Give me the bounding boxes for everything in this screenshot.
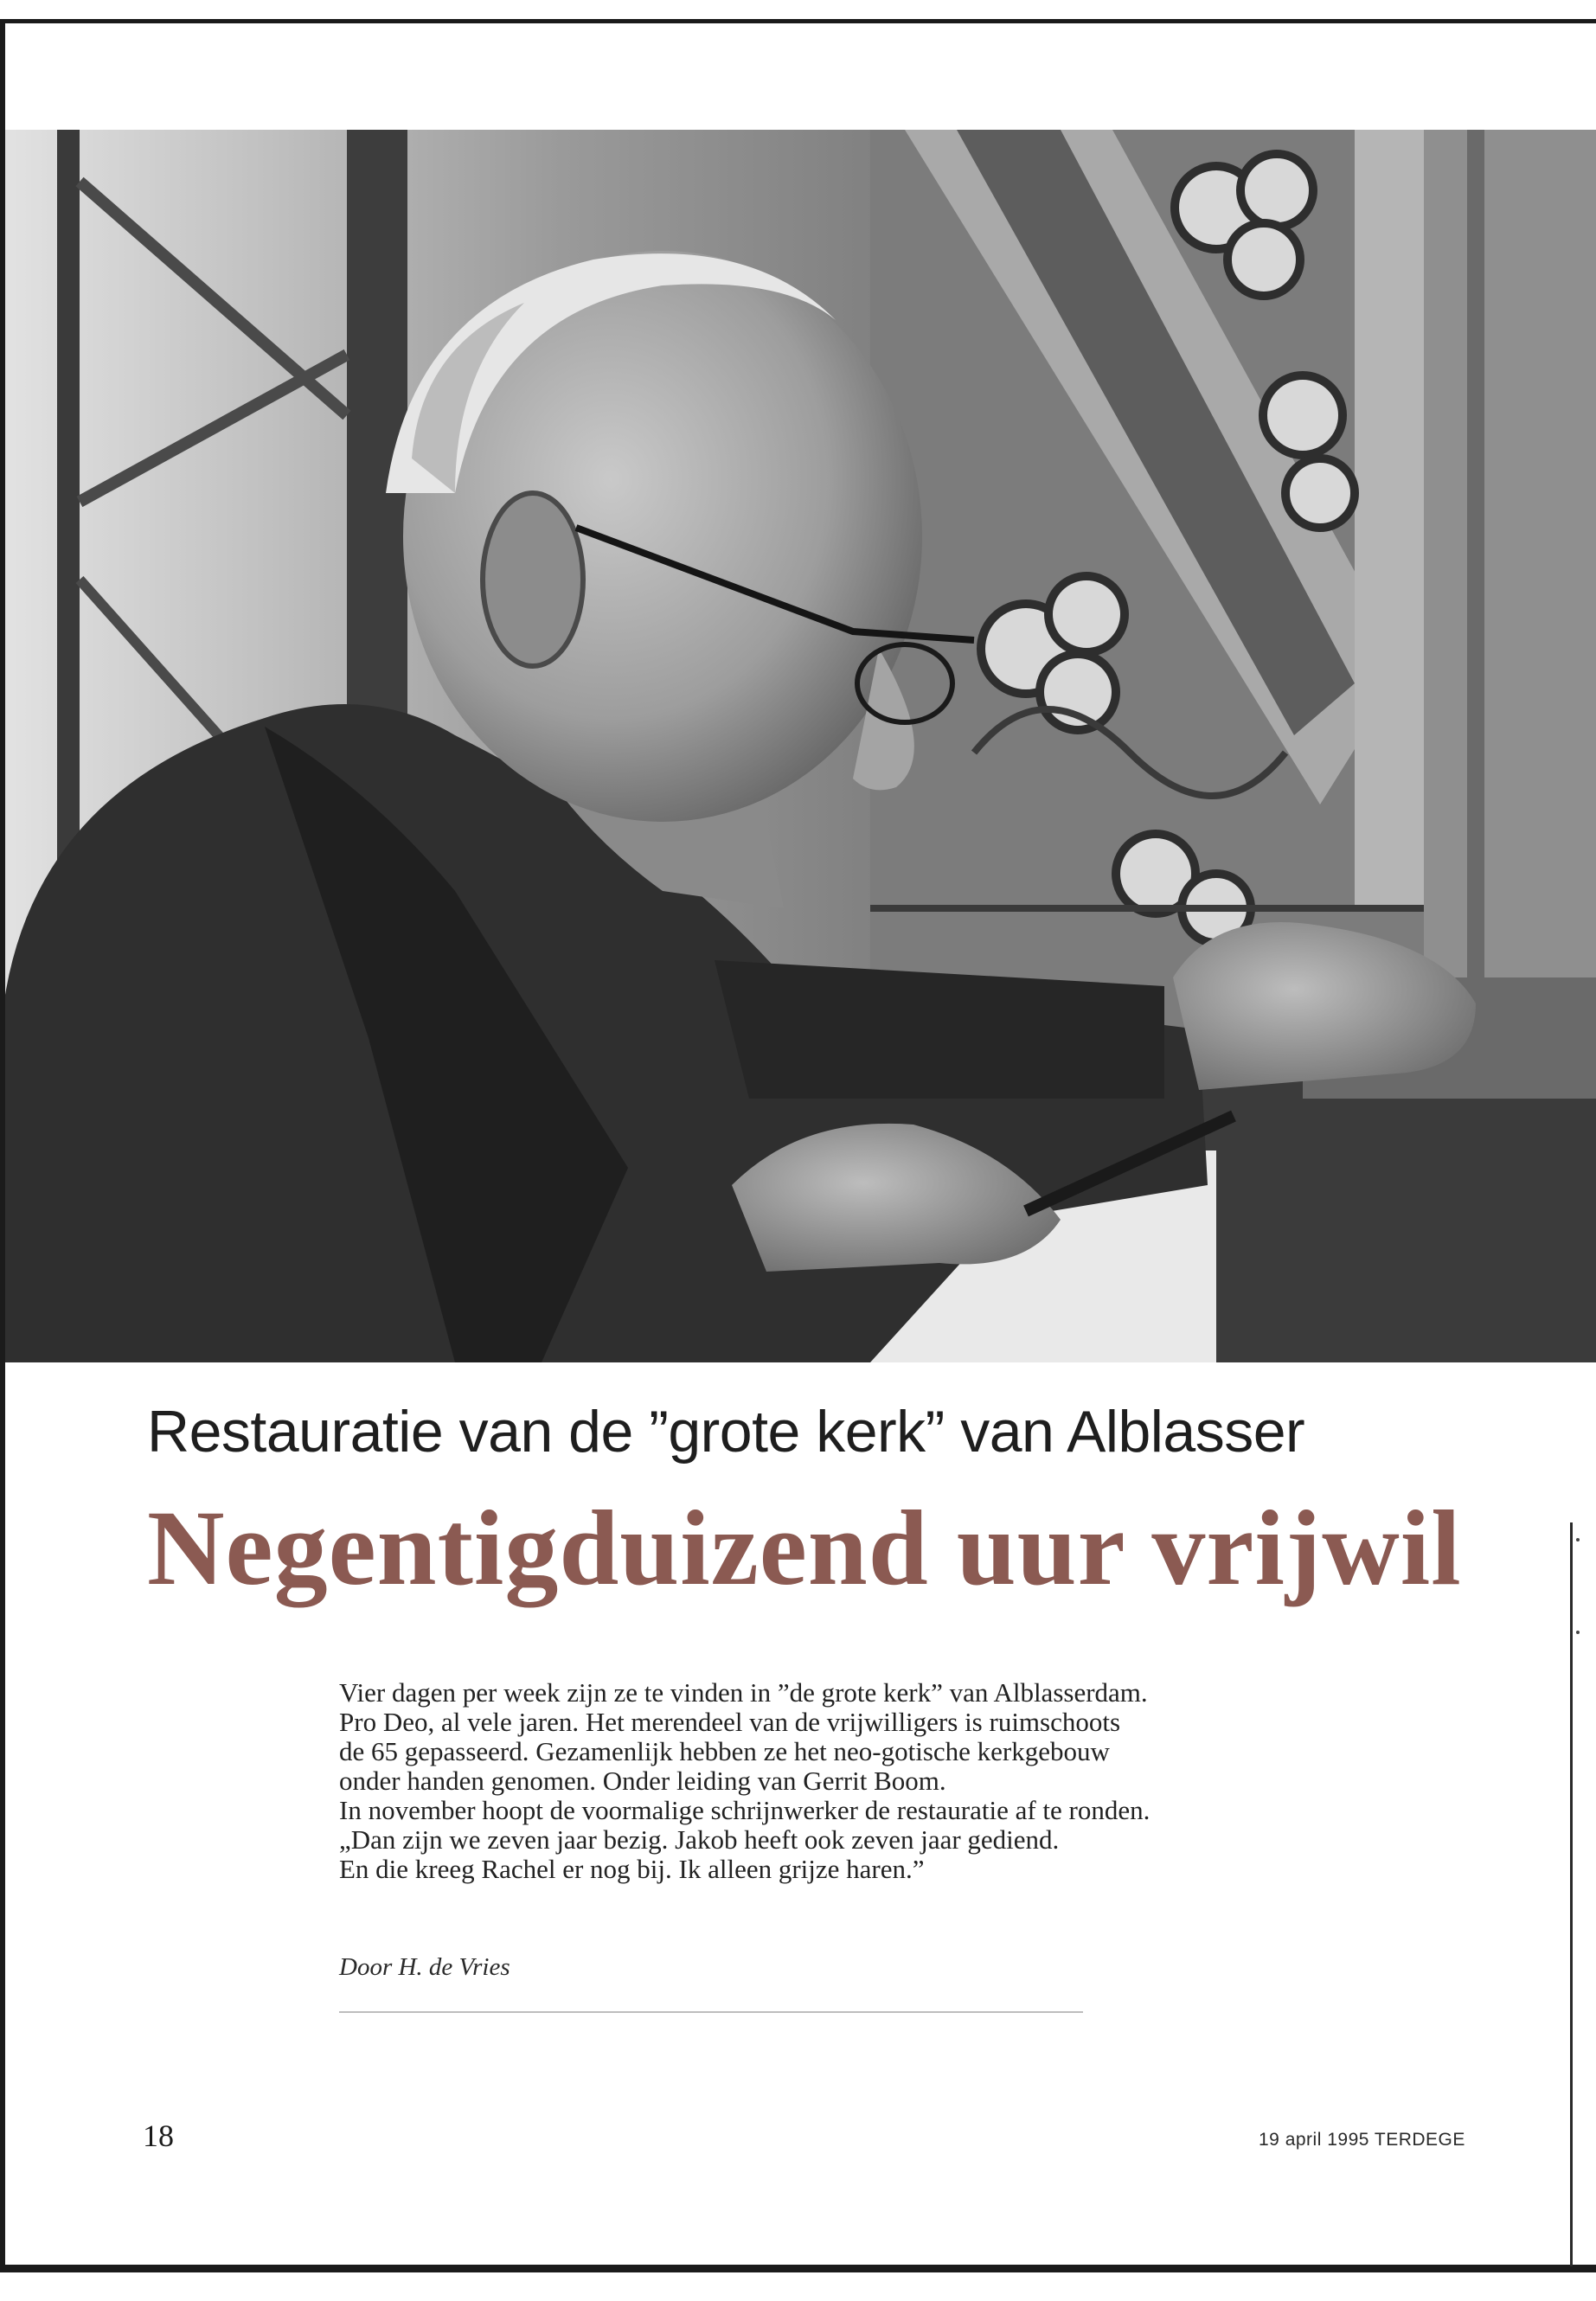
page-number: 18 [143, 2118, 174, 2153]
bottom-border [0, 2265, 1596, 2272]
intro-line: „Dan zijn we zeven jaar bezig. Jakob heeft ook zeven jaar gediend. [339, 1824, 1060, 1855]
right-margin-line [1570, 1522, 1573, 2266]
article-headline: Negentigduizend uur vrijwil [147, 1489, 1462, 1607]
publication-date: 19 april 1995 TERDEGE [1259, 2130, 1465, 2150]
article-intro [339, 1678, 1377, 1884]
intro-line: Pro Deo, al vele jaren. Het merendeel van de vrijwilligers is ruimschoots [339, 1707, 1121, 1737]
intro-line: In november hoopt de voormalige schrijnwerker de restauratie af te ronden. [339, 1795, 1151, 1825]
article-kicker: Restauratie van de ”grote kerk” van Alblasser [147, 1399, 1305, 1465]
byline-divider [339, 2011, 1083, 2013]
article-byline: Door H. de Vries [339, 1953, 510, 1981]
article-photo [5, 130, 1596, 1362]
intro-line: Vier dagen per week zijn ze te vinden in ”de grote kerk” van Alblasserdam. [339, 1677, 1148, 1708]
intro-line: onder handen genomen. Onder leiding van Gerrit Boom. [339, 1766, 946, 1796]
photo-craftsman-restoring-carving [5, 130, 1596, 1362]
top-border [0, 19, 1596, 23]
intro-line: En die kreeg Rachel er nog bij. Ik alleen grijze haren.” [339, 1854, 925, 1884]
scan-speck [1576, 1631, 1580, 1634]
intro-line: de 65 gepasseerd. Gezamenlijk hebben ze het neo-gotische kerkgebouw [339, 1736, 1110, 1766]
